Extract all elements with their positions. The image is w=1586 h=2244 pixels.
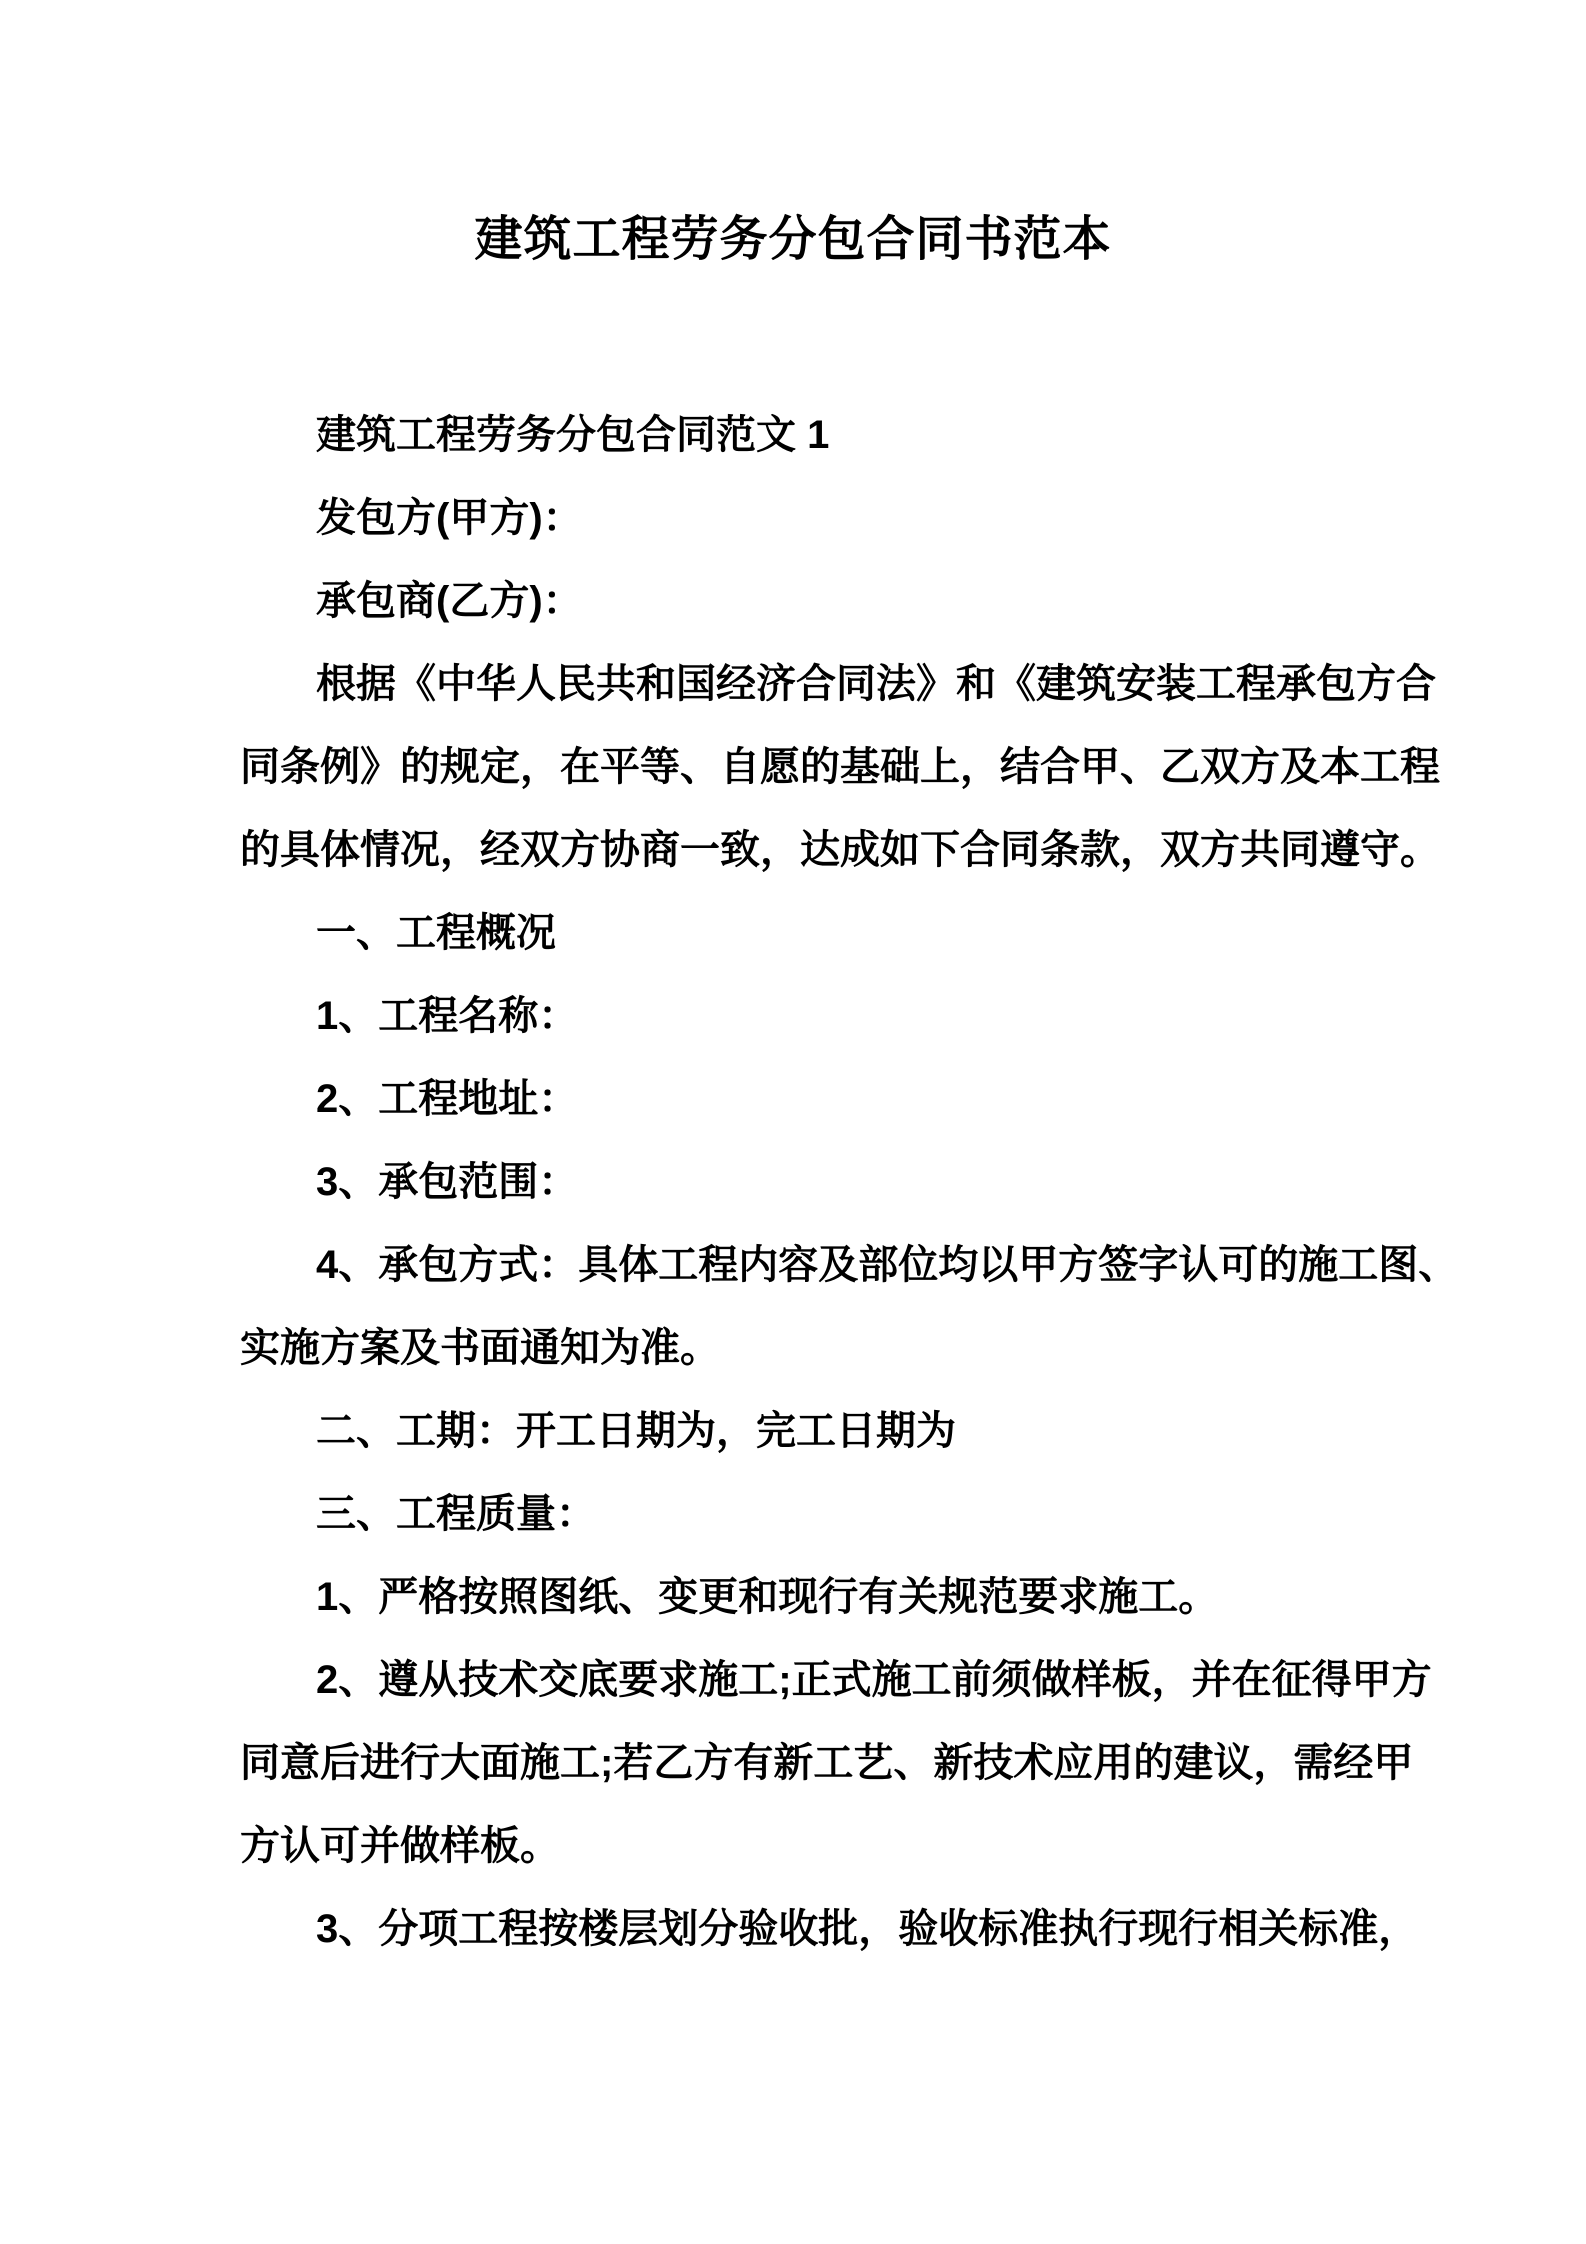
text-line: 承包商(乙方)： <box>316 579 583 623</box>
text-line: 的具体情况，经双方协商一致，达成如下合同条款，双方共同遵守。 <box>240 828 1440 872</box>
text-line: 根据《中华人民共和国经济合同法》和《建筑安装工程承包方合 <box>316 662 1436 706</box>
text-line: 2、遵从技术交底要求施工;正式施工前须做样板，并在征得甲方 <box>316 1658 1432 1702</box>
text-line: 3、承包范围： <box>316 1160 579 1204</box>
text-line: 2、工程地址： <box>316 1077 579 1121</box>
text-line: 二、工期：开工日期为，完工日期为 <box>316 1409 956 1453</box>
text-line: 实施方案及书面通知为准。 <box>240 1326 720 1370</box>
text-line: 1、严格按照图纸、变更和现行有关规范要求施工。 <box>316 1575 1219 1619</box>
text-line: 1、工程名称： <box>316 994 579 1038</box>
document-title: 建筑工程劳务分包合同书范本 <box>474 213 1112 266</box>
text-line: 同条例》的规定，在平等、自愿的基础上，结合甲、乙双方及本工程 <box>240 745 1440 789</box>
text-line: 发包方(甲方)： <box>316 496 583 540</box>
document-body <box>240 394 1459 1971</box>
text-line: 3、分项工程按楼层划分验收批，验收标准执行现行相关标准， <box>316 1907 1419 1951</box>
text-line: 方认可并做样板。 <box>240 1824 560 1868</box>
text-line: 一、工程概况 <box>316 911 556 955</box>
text-line: 同意后进行大面施工;若乙方有新工艺、新技术应用的建议，需经甲 <box>240 1741 1414 1785</box>
text-line: 建筑工程劳务分包合同范文 1 <box>316 413 830 457</box>
text-line: 4、承包方式：具体工程内容及部位均以甲方签字认可的施工图、 <box>316 1243 1459 1287</box>
text-line: 三、工程质量： <box>316 1492 596 1536</box>
